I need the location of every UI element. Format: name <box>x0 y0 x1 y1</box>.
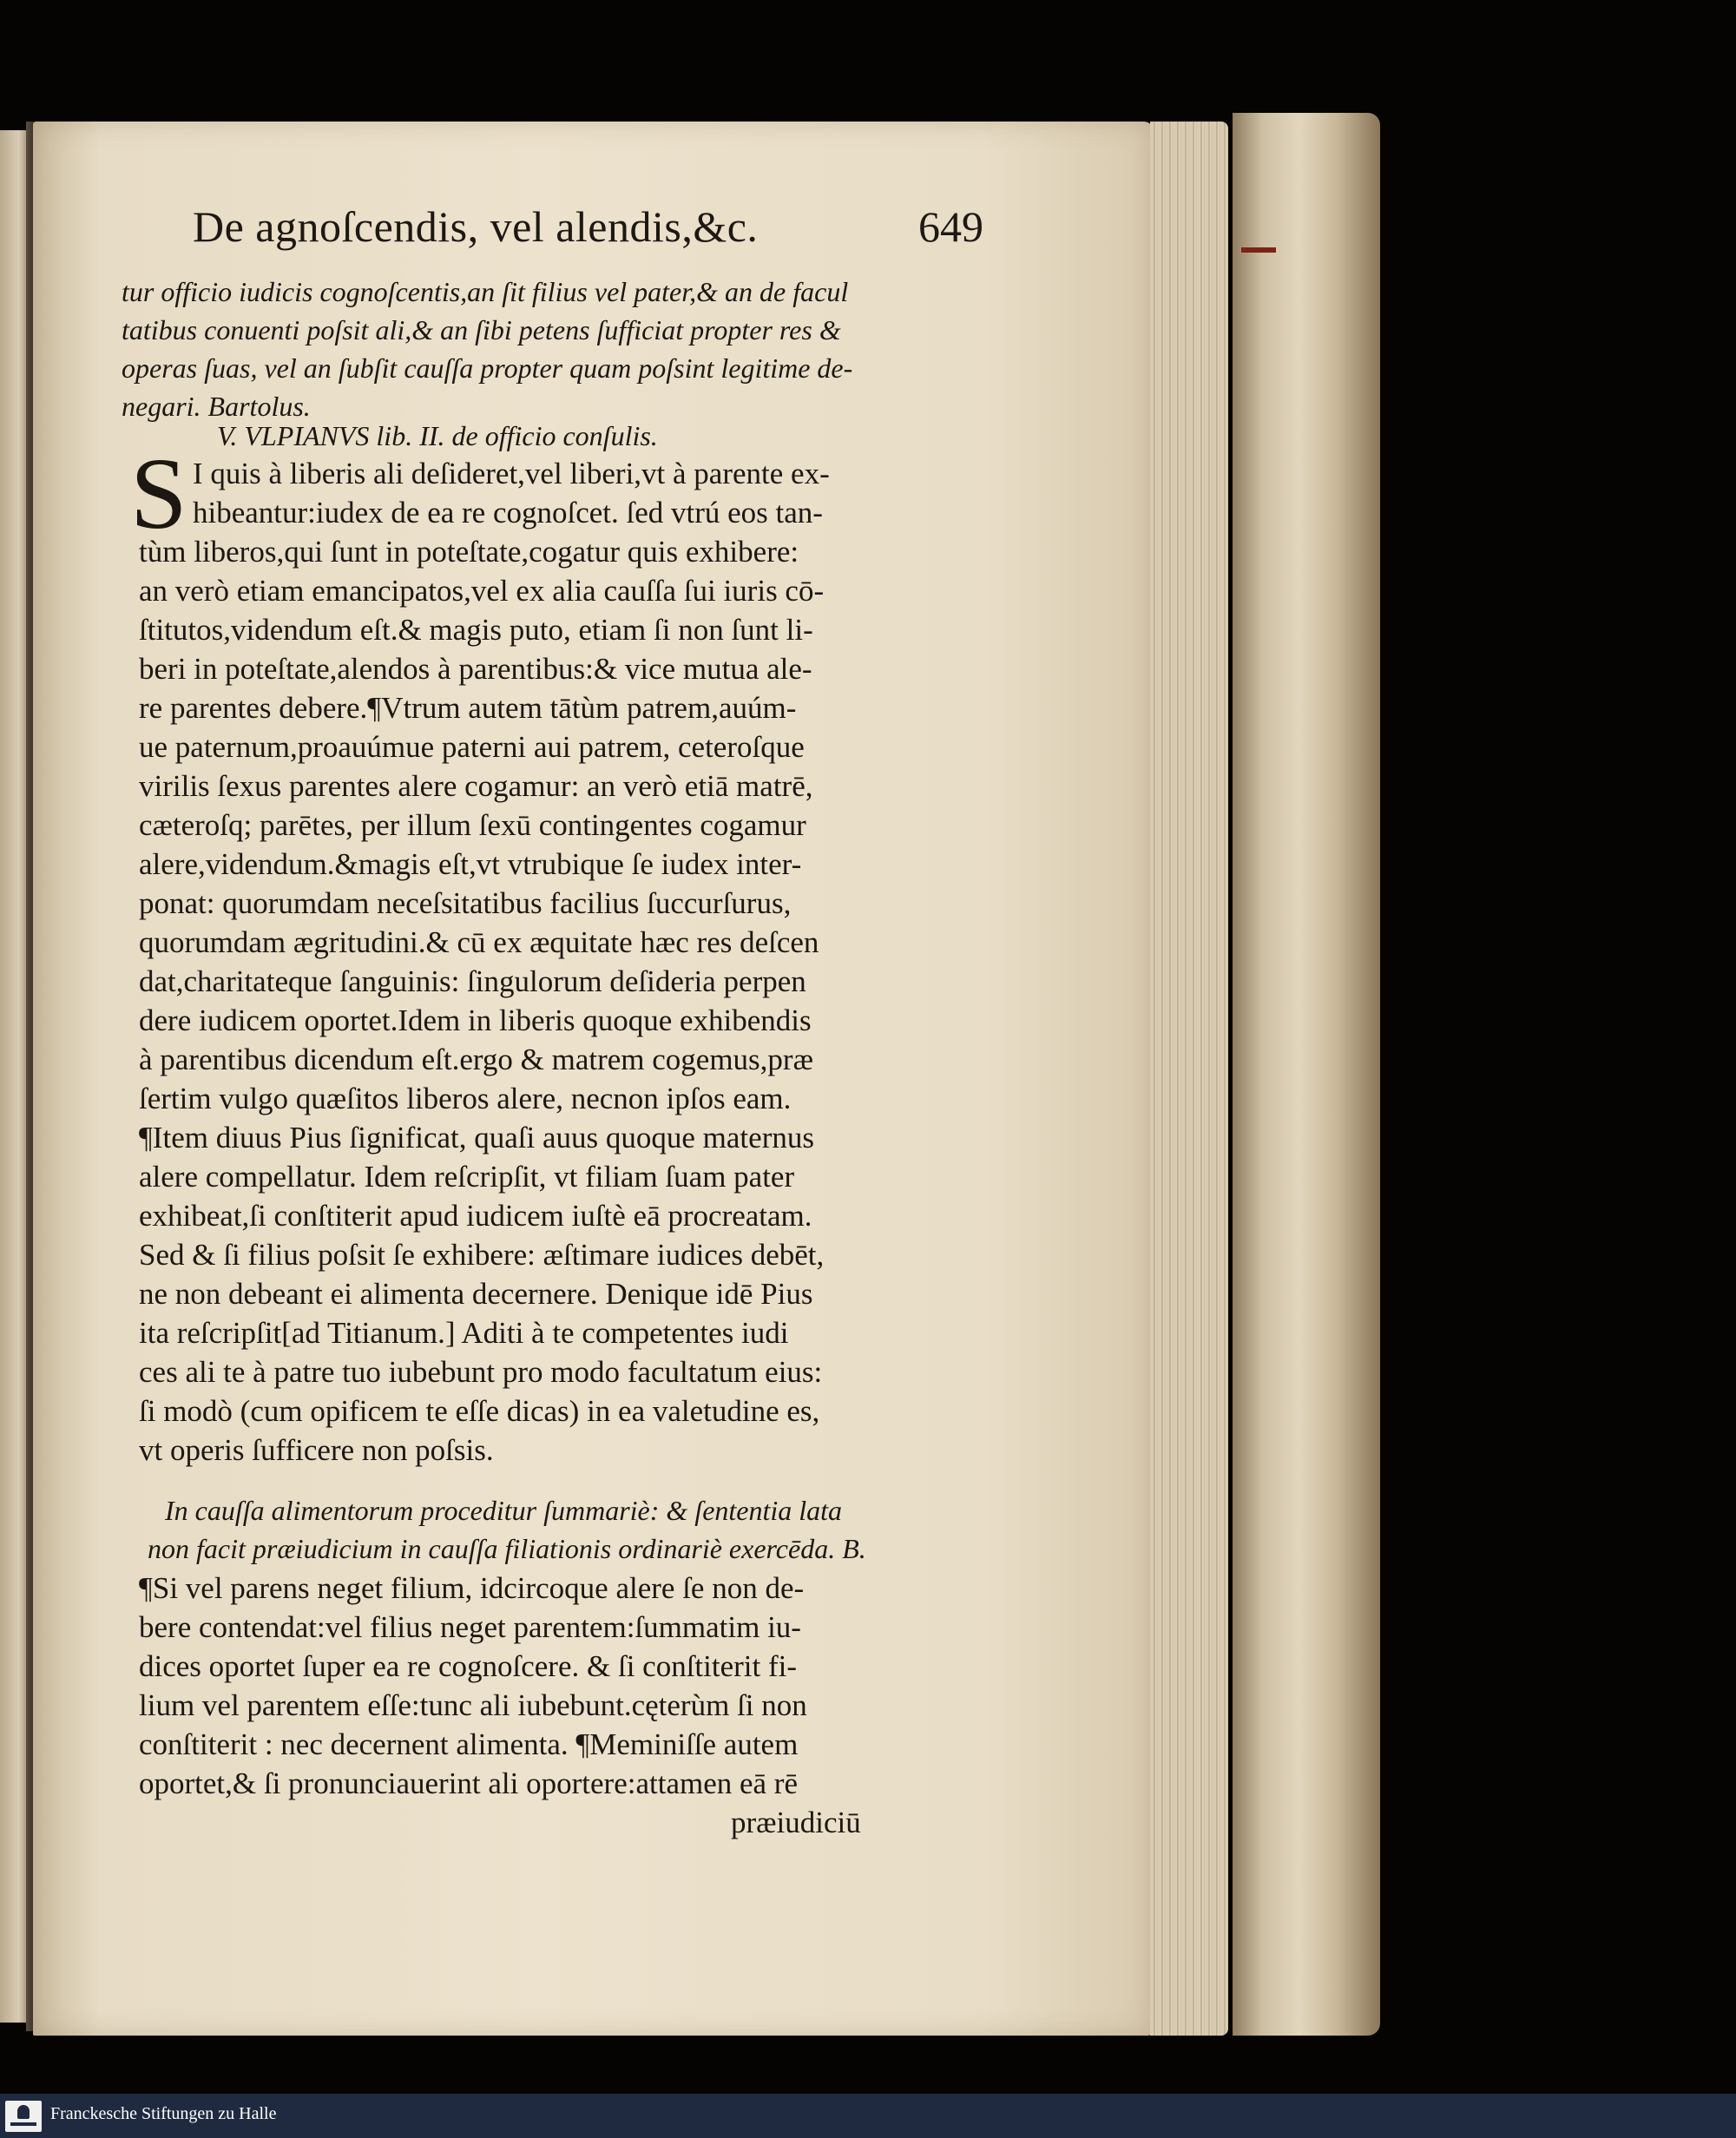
body-line: re parentes debere.¶Vtrum autem tātùm patrem,auúm- <box>139 691 797 725</box>
body-line: an verò etiam emancipatos,vel ex alia cauſſa ſui iuris cō- <box>139 574 825 608</box>
body-line: ponat: quorumdam neceſsitatibus facilius ſuccurſurus, <box>139 886 792 920</box>
body-line: dere iudicem oportet.Idem in liberis quoque exhibendis <box>139 1003 812 1037</box>
footer-institution: Franckesche Stiftungen zu Halle <box>50 2104 277 2123</box>
body-line: ſi modò (cum opificem te eſſe dicas) in ea valetudine es, <box>139 1394 820 1428</box>
body-line: conſtiterit : nec decernent alimenta. ¶Meminiſſe autem <box>139 1727 799 1761</box>
body-line: hibeantur:iudex de ea re cognoſcet. ſed vtrú eos tan- <box>193 496 823 530</box>
franckesche-stiftungen-logo-icon <box>5 2101 42 2132</box>
summary-line: non facit præiudicium in cauſſa filiationis ordinariè exercēda. B. <box>148 1533 866 1564</box>
vellum-cover-flap <box>1233 113 1380 2036</box>
body-line: alere,videndum.&magis eſt,vt vtrubique ſe iudex inter- <box>139 847 802 881</box>
drop-capital: S <box>130 437 187 550</box>
summary-line: operas ſuas, vel an ſubſit cauſſa propter quam poſsint legitime de- <box>122 352 853 384</box>
page-number: 649 <box>918 202 983 251</box>
body-line: à parentibus dicendum eſt.ergo & matrem cogemus,præ <box>139 1043 813 1076</box>
body-line: Sed & ſi filius poſsit ſe exhibere: æſtimare iudices debēt, <box>139 1238 825 1272</box>
body-line: cæteroſq; parētes, per illum ſexū contingentes cogamur <box>139 808 806 842</box>
body-line: dices oportet ſuper ea re cognoſcere. & ſi conſtiterit fi- <box>139 1649 798 1683</box>
body-line: exhibeat,ſi conſtiterit apud iudicem iuſtè eā procreatam. <box>139 1199 812 1233</box>
body-line: tùm liberos,qui ſunt in poteſtate,cogatur quis exhibere: <box>139 535 799 569</box>
body-line: ne non debeant ei alimenta decernere. Denique idē Pius <box>139 1277 813 1311</box>
footer-bar <box>0 2094 1736 2138</box>
running-head: De agnoſcendis, vel alendis,&c. <box>193 202 759 251</box>
body-line: bere contendat:vel filius neget parentem:ſummatim iu- <box>139 1610 801 1644</box>
summary-line: negari. Bartolus. <box>122 391 311 422</box>
summary-line: tatibus conuenti poſsit ali,& an ſibi petens ſufficiat propter res & <box>122 314 841 345</box>
page-stack-edges <box>1150 122 1228 2036</box>
body-line: beri in poteſtate,alendos à parentibus:& vice mutua ale- <box>139 652 812 686</box>
body-line: ita reſcripſit[ad Titianum.] Aditi à te competentes iudi <box>139 1316 789 1350</box>
body-line: ces ali te à patre tuo iubebunt pro modo facultatum eius: <box>139 1355 823 1389</box>
body-line: dat,charitateque ſanguinis: ſingulorum deſideria perpen <box>139 964 806 998</box>
body-line: ¶Item diuus Pius ſignificat, quaſi auus quoque maternus <box>139 1121 814 1155</box>
body-line: oportet,& ſi pronunciauerint ali oportere:attamen eā rē <box>139 1766 798 1800</box>
catchword: præiudiciū <box>731 1806 861 1839</box>
summary-line: tur officio iudicis cognoſcentis,an ſit filius vel pater,& an de facul <box>122 276 849 307</box>
cover-red-band <box>1241 247 1276 253</box>
body-line: quorumdam ægritudini.& cū ex æquitate hæc res deſcen <box>139 925 819 959</box>
body-line: I quis à liberis ali deſideret,vel liberi,vt à parente ex- <box>193 457 830 490</box>
section-heading: V. VLPIANVS lib. II. de officio conſulis. <box>217 420 658 451</box>
body-line: ſtitutos,videndum eſt.& magis puto, etiam ſi non ſunt li- <box>139 613 813 647</box>
body-line: ſertim vulgo quæſitos liberos alere, necnon ipſos eam. <box>139 1082 792 1115</box>
body-line: lium vel parentem eſſe:tunc ali iubebunt.cęterùm ſi non <box>139 1688 807 1722</box>
summary-line: In cauſſa alimentorum proceditur ſummariè: & ſententia lata <box>165 1495 843 1526</box>
body-line: alere compellatur. Idem reſcripſit, vt filiam ſuam pater <box>139 1160 795 1194</box>
body-line: ue paternum,proauúmue paterni aui patrem, ceteroſque <box>139 730 805 764</box>
body-line: ¶Si vel parens neget filium, idcircoque alere ſe non de- <box>139 1571 805 1605</box>
body-line: virilis ſexus parentes alere cogamur: an verò etiā matrē, <box>139 769 813 803</box>
body-line: vt operis ſufficere non poſsis. <box>139 1433 494 1467</box>
